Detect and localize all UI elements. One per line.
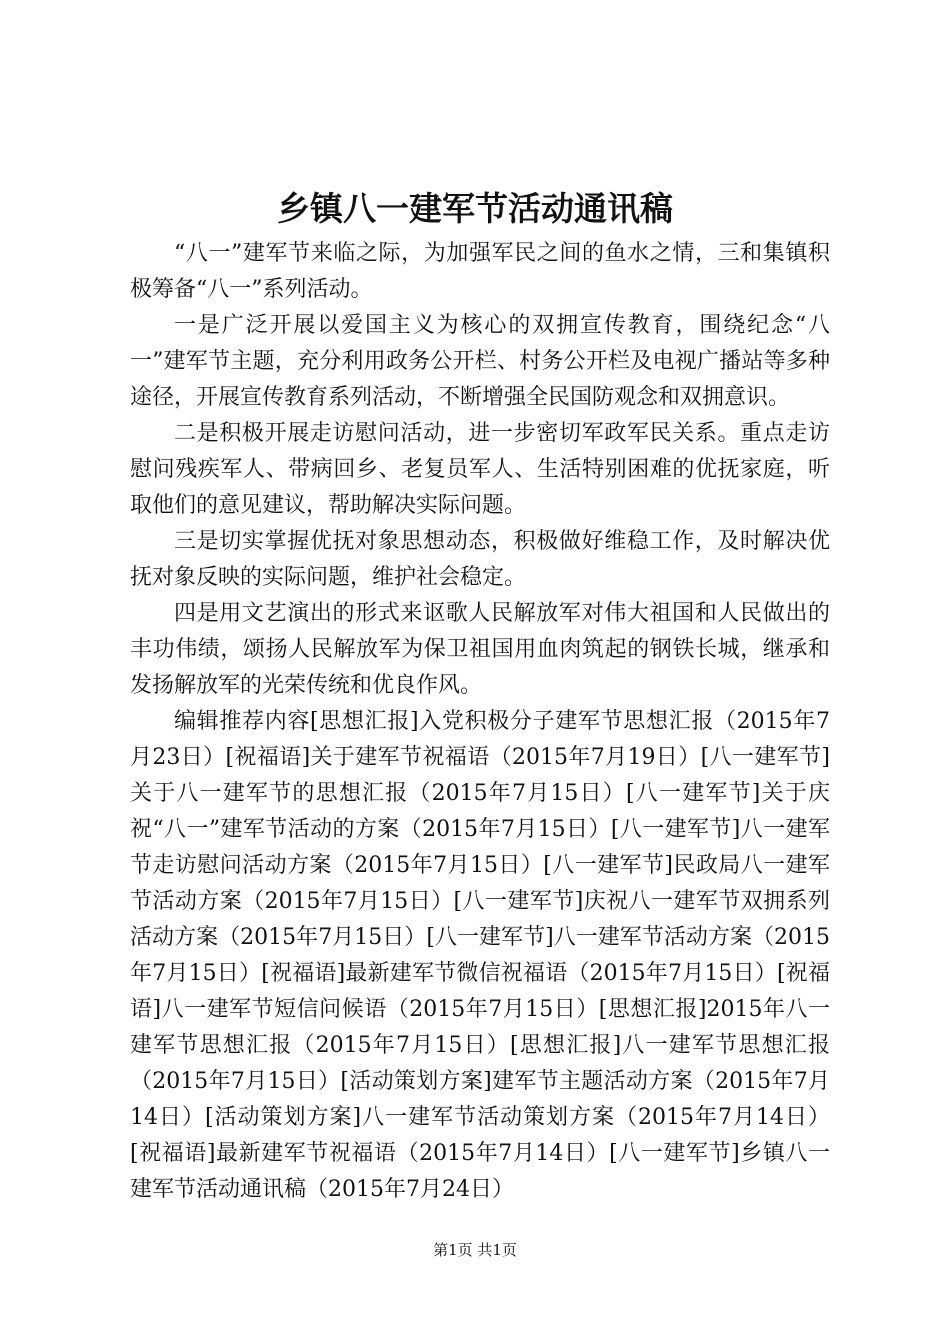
document-title: 乡镇八一建军节活动通讯稿 (277, 189, 673, 228)
paragraph-point-one: 一是广泛开展以爱国主义为核心的双拥宣传教育，围绕纪念“八一”建军节主题，充分利用政务公开栏、村务公开栏及电视广播站等多种途径，开展宣传教育系列活动，不断增强全民国防观念和双拥意识。 (130, 313, 830, 410)
page-footer: 第1页 共1页 (433, 1241, 517, 1259)
document-body (130, 236, 830, 1208)
paragraph-point-four: 四是用文艺演出的形式来讴歌人民解放军对伟大祖国和人民做出的丰功伟绩，颂扬人民解放军为保卫祖国用血肉筑起的钢铁长城，继承和发扬解放军的光荣传统和优良作风。 (130, 601, 830, 698)
paragraph-point-three: 三是切实掌握优抚对象思想动态，积极做好维稳工作，及时解决优抚对象反映的实际问题，维护社会稳定。 (130, 529, 830, 590)
paragraph-recommended-content: 编辑推荐内容[思想汇报]入党积极分子建军节思想汇报（2015年7月23日）[祝福语]关于建军节祝福语（2015年7月19日）[八一建军节]关于八一建军节的思想汇报（2015年7月15日）[八一建军节]关于庆祝“八一”建军节活动的方案（2015年7月15日）[八一建军节]八一建军节走访慰问活动方案（2015年7月15日）[八一建军节]民政局八一建军节活动方案（2015年7月15日）[八一建军节]庆祝八一建军节双拥系列活动方案（2015年7月15日）[八一建军节]八一建军节活动方案（2015年7月15日）[祝福语]最新建军节微信祝福语（2015年7月15日）[祝福语]八一建军节短信问候语（2015年7月15日）[思想汇报]2015年八一建军节思想汇报（2015年7月15日）[思想汇报]八一建军节思想汇报（2015年7月15日）[活动策划方案]建军节主题活动方案（2015年7月14日）[活动策划方案]八一建军节活动策划方案（2015年7月14日）[祝福语]最新建军节祝福语（2015年7月14日）[八一建军节]乡镇八一建军节活动通讯稿（2015年7月24日） (130, 709, 830, 1202)
paragraph-intro: “八一”建军节来临之际，为加强军民之间的鱼水之情，三和集镇积极筹备“八一”系列活动。 (130, 241, 830, 302)
paragraph-point-two: 二是积极开展走访慰问活动，进一步密切军政军民关系。重点走访慰问残疾军人、带病回乡、老复员军人、生活特别困难的优抚家庭，听取他们的意见建议，帮助解决实际问题。 (130, 421, 830, 518)
